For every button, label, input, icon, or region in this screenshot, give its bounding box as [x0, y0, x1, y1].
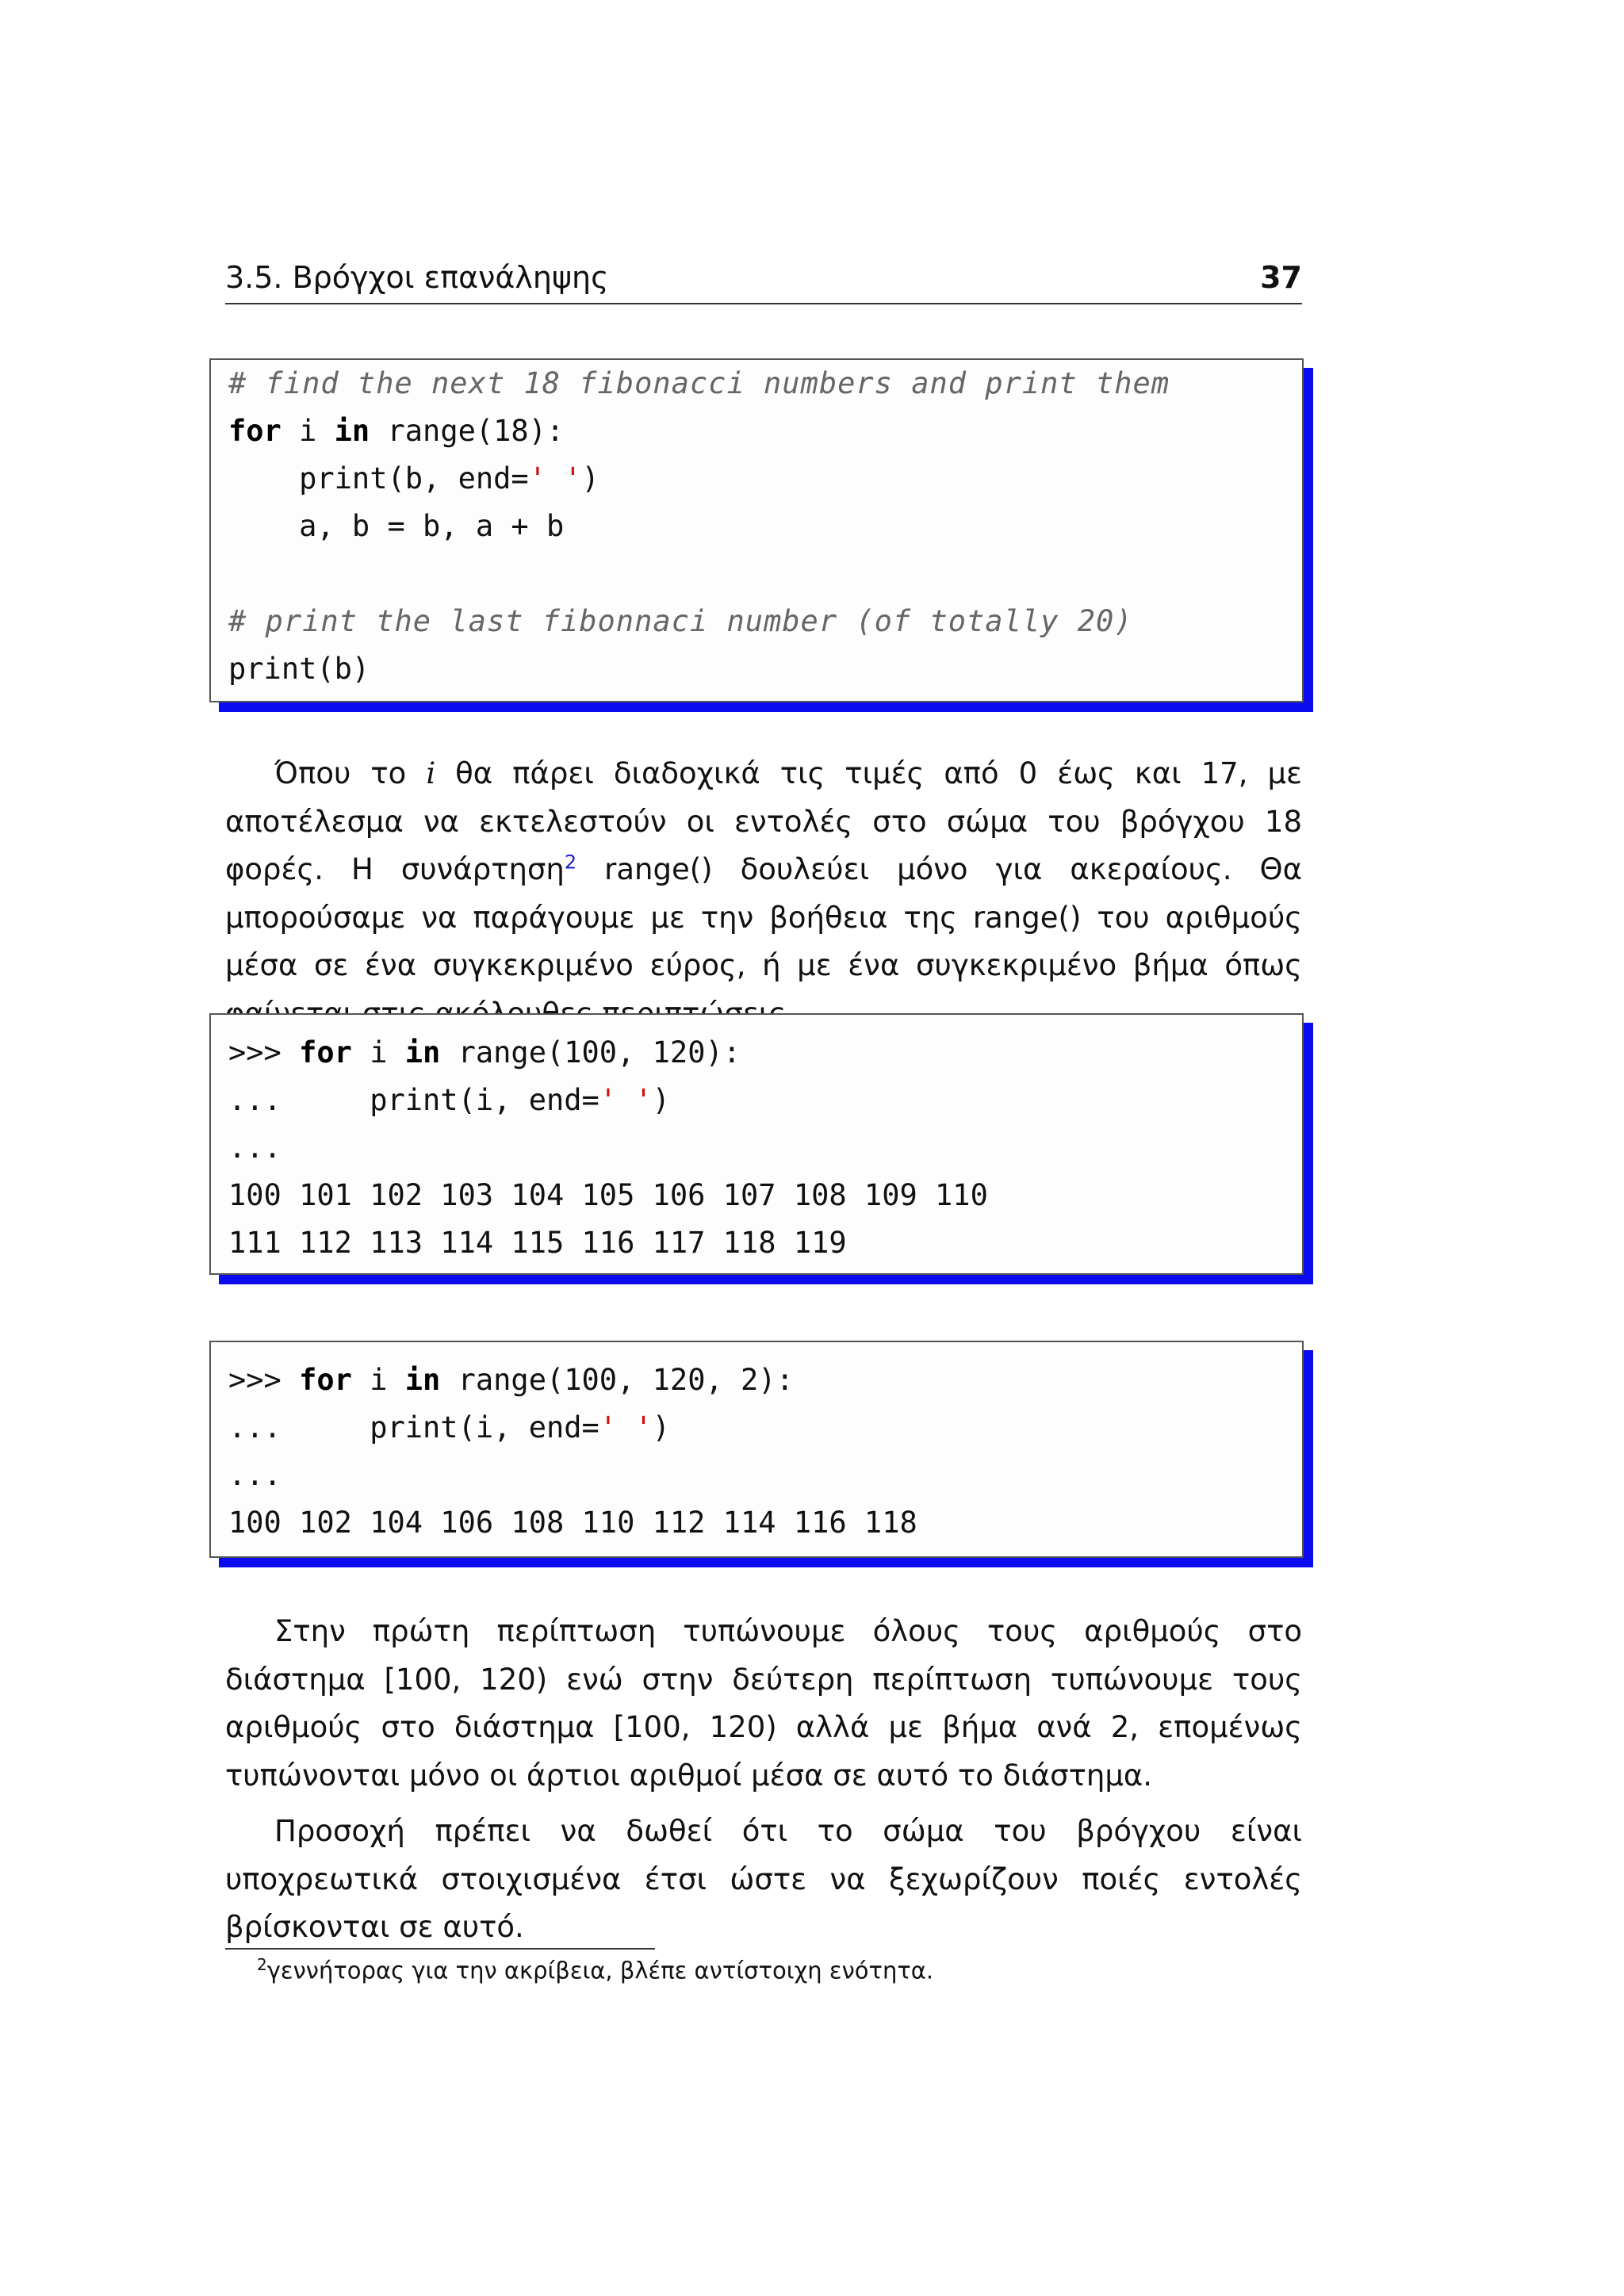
code-output-line: 100 102 104 106 108 110 112 114 116 118: [228, 1506, 917, 1540]
code-listing-range-100-120: [209, 1013, 1304, 1275]
code-line: print(b, end=' '): [228, 461, 599, 496]
code-line: ... print(i, end=' '): [228, 1410, 670, 1445]
keyword: for: [299, 1363, 352, 1397]
section-title: 3.5. Βρόγχοι επανάληψης: [225, 260, 609, 295]
body-paragraph: Στην πρώτη περίπτωση τυπώνουμε όλους τους αριθμούς στο διάστημα [100, 120) ενώ στην δεύτερη περίπτωση τυπώνουμε τους αριθμούς στο διάστημα [100, 120) αλλά με βήμα ανά 2, επομένως τυπώνονται μόνο οι άρτιοι αριθμοί μέσα σε αυτό το διάστημα.: [225, 1614, 1302, 1793]
footnote-text: γεννήτορας για την ακρίβεια, βλέπε αντίστοιχη ενότητα.: [266, 1957, 934, 1984]
footnote-rule: [225, 1948, 655, 1950]
math-variable: i: [426, 756, 436, 790]
string-literal: ' ': [528, 461, 582, 496]
keyword: in: [334, 414, 370, 448]
body-paragraph: Προσοχή πρέπει να δωθεί ότι το σώμα του βρόγχου είναι υποχρεωτικά στοιχισμένα έτσι ώστε να ξεχωρίζουν ποιές εντολές βρίσκονται σε αυτό.: [225, 1814, 1302, 1944]
code-listing-fibonacci: [209, 358, 1304, 702]
code-line: ...: [228, 1458, 282, 1492]
string-literal: ' ': [599, 1083, 653, 1117]
keyword: in: [404, 1035, 441, 1070]
code-line: >>> for i in range(100, 120):: [228, 1035, 741, 1070]
page-number: 37: [1260, 260, 1302, 295]
keyword: in: [404, 1363, 441, 1397]
code-comment: # find the next 18 fibonacci numbers and print them: [228, 366, 1170, 400]
code-output-line: 100 101 102 103 104 105 106 107 108 109 110: [228, 1178, 988, 1212]
running-header: [225, 258, 1302, 304]
body-text-block: [225, 1608, 1302, 1952]
keyword: for: [299, 1035, 352, 1070]
code-line: >>> for i in range(100, 120, 2):: [228, 1363, 794, 1397]
code-line: [228, 598, 1133, 645]
footnote-number: 2: [257, 1955, 267, 1974]
code-listing-range-step: [209, 1341, 1304, 1558]
code-line: print(b): [228, 652, 370, 686]
code-comment: # print the last fibonnaci number (of totally 20): [228, 604, 1133, 638]
footnote: [257, 1955, 933, 1984]
keyword: for: [228, 414, 282, 448]
code-line: a, b = b, a + b: [228, 509, 565, 543]
code-output-line: 111 112 113 114 115 116 117 118 119: [228, 1226, 847, 1260]
code-line: ...: [228, 1131, 282, 1165]
code-line: for i in range(18):: [228, 414, 565, 448]
code-line: [228, 360, 1170, 408]
footnote-marker[interactable]: 2: [564, 851, 577, 874]
string-literal: ' ': [599, 1410, 653, 1445]
code-line: ... print(i, end=' '): [228, 1083, 670, 1117]
body-paragraph: Όπου το i θα πάρει διαδοχικά τις τιμές από 0 έως και 17, με αποτέλεσμα να εκτελεστούν οι εντολές στο σώμα του βρόγχου 18 φορές. Η συνάρτηση$^2$ range() δουλεύει μόνο για ακεραίους. Θα μπορούσαμε να παράγουμε με την βοήθεια της range() του αριθμούς μέσα σε ένα συγκεκριμένο εύρος, ή με ένα συγκεκριμένο βήμα όπως: [225, 756, 1302, 982]
